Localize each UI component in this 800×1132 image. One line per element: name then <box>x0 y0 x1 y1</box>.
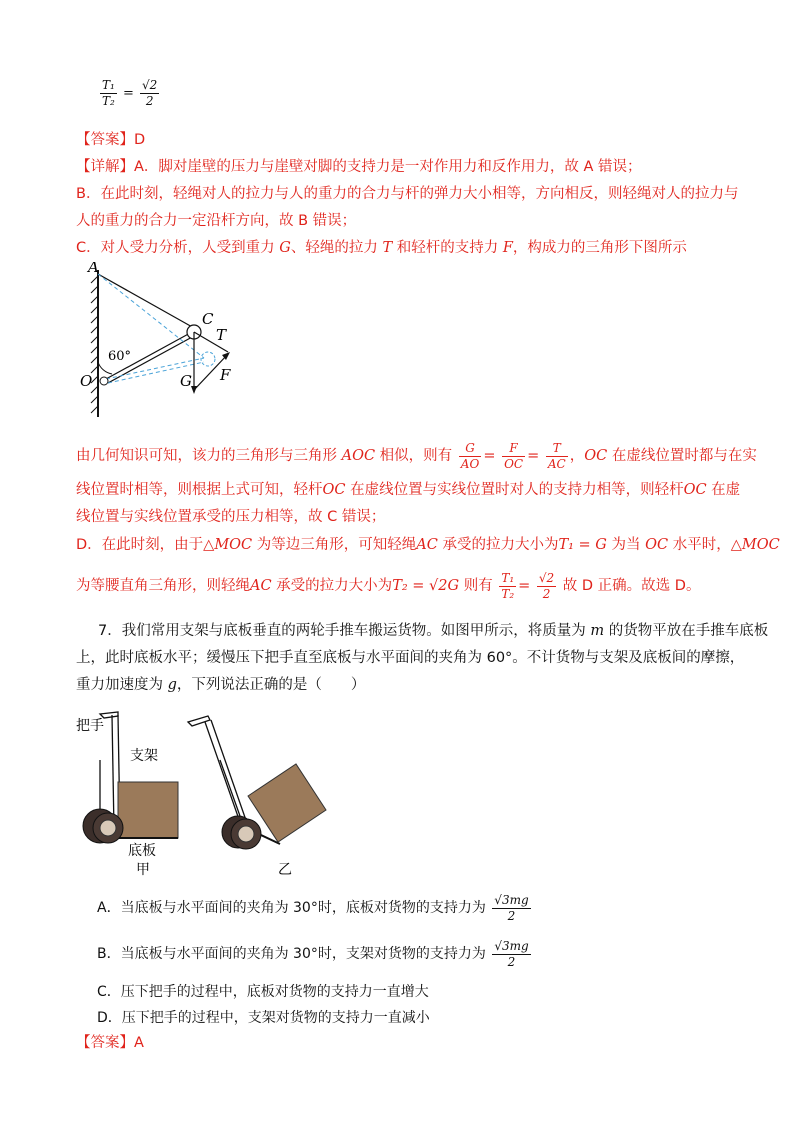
label-base: 底板 <box>128 843 156 859</box>
option-B: B．当底板与水平面间的夹角为 30°时，支架对货物的支持力为 $\frac{√3mg}{2}$ <box>97 938 529 969</box>
truck-yi-frame-1 <box>205 722 242 828</box>
detail-geo-line1: 由几何知识可知，该力的三角形与三角形 AOC 相似，则有 $\frac{G}{AO}$ = $\frac{F}{OC}$ = $\frac{T}{AC}$ ，OC 在虚线位置时都与在实 <box>76 440 757 471</box>
truck-yi-hub <box>238 826 254 842</box>
hand-truck-figure <box>70 700 350 878</box>
hinge-O <box>100 377 108 385</box>
force-diagram <box>76 262 246 422</box>
label-jia: 甲 <box>136 862 150 878</box>
top-formula: $\frac{\text{T₁}}{\text{T₂}}$ = $\frac{√2}{2}$ <box>102 78 158 108</box>
label-C: C <box>202 310 214 328</box>
label-G: G <box>180 372 192 390</box>
cargo-box-jia <box>118 782 178 838</box>
detail-geo-line3: 线位置与实线位置承受的压力相等，故 C 错误； <box>76 509 386 525</box>
option-A: A．当底板与水平面间的夹角为 30°时，底板对货物的支持力为 $\frac{√3mg}{2}$ <box>97 892 529 923</box>
truck-yi-handle <box>188 716 210 726</box>
rope-AC <box>98 274 194 328</box>
label-O: O <box>80 372 93 390</box>
answer-2: 【答案】A <box>76 1035 144 1051</box>
detail-a: 【详解】A．脚对崖壁的压力与崖壁对脚的支持力是一对作用力和反作用力，故 A 错误； <box>76 159 642 175</box>
question-7-line1: 7．我们常用支架与底板垂直的两轮手推车搬运货物。如图甲所示，将质量为 m 的货物平放在手推车底板 <box>98 623 769 639</box>
label-angle: 60° <box>108 349 132 364</box>
detail-b-line2: 人的重力的合力一定沿杆方向，故 B 错误； <box>76 213 357 229</box>
option-D: D．压下把手的过程中，支架对货物的支持力一直减小 <box>97 1010 430 1026</box>
truck-yi-frame-2 <box>211 720 248 826</box>
label-handle: 把手 <box>76 718 104 734</box>
label-T: T <box>216 326 227 344</box>
truck-yi <box>188 716 326 849</box>
option-C: C．压下把手的过程中，底板对货物的支持力一直增大 <box>97 984 429 1000</box>
detail-c: C．对人受力分析，人受到重力 G、轻绳的拉力 T 和轻杆的支持力 F，构成力的三角形下图所示 <box>76 240 687 256</box>
question-7-line2: 上，此时底板水平；缓慢压下把手直至底板与水平面间的夹角为 60°。不计货物与支架及底板间的摩擦， <box>76 650 745 666</box>
dashed-rope <box>98 274 204 358</box>
dashed-person <box>201 352 215 366</box>
question-7-line3: 重力加速度为 g，下列说法正确的是（ ） <box>76 677 366 693</box>
label-A: A <box>88 262 99 276</box>
detail-d-line2: 为等腰直角三角形，则轻绳AC 承受的拉力大小为T₂ = √2G 则有 $\frac{\text{T₁}}{\text{T₂}}$ = $\frac{√2}{2}$ 故 D 正确。故选 D。 <box>76 570 701 601</box>
label-bracket: 支架 <box>130 748 158 764</box>
truck-yi-rail <box>220 760 240 816</box>
answer-1: 【答案】D <box>76 132 146 148</box>
truck-jia-hub <box>100 820 116 836</box>
detail-b-line1: B．在此时刻，轻绳对人的拉力与人的重力的合力与杆的弹力大小相等，方向相反，则轻绳对人的拉力与 <box>76 186 739 202</box>
truck-jia-frame-1 <box>112 715 114 830</box>
detail-geo-line2: 线位置时相等，则根据上式可知，轻杆OC 在虚线位置与实线位置时对人的支持力相等，则轻杆OC 在虚 <box>76 482 741 498</box>
label-F: F <box>220 366 231 384</box>
label-yi: 乙 <box>278 862 292 878</box>
detail-d-line1: D．在此时刻，由于△MOC 为等边三角形，可知轻绳AC 承受的拉力大小为T₁ = G 为当 OC 水平时，△MOC <box>76 537 780 553</box>
wall-hatch <box>91 276 98 413</box>
